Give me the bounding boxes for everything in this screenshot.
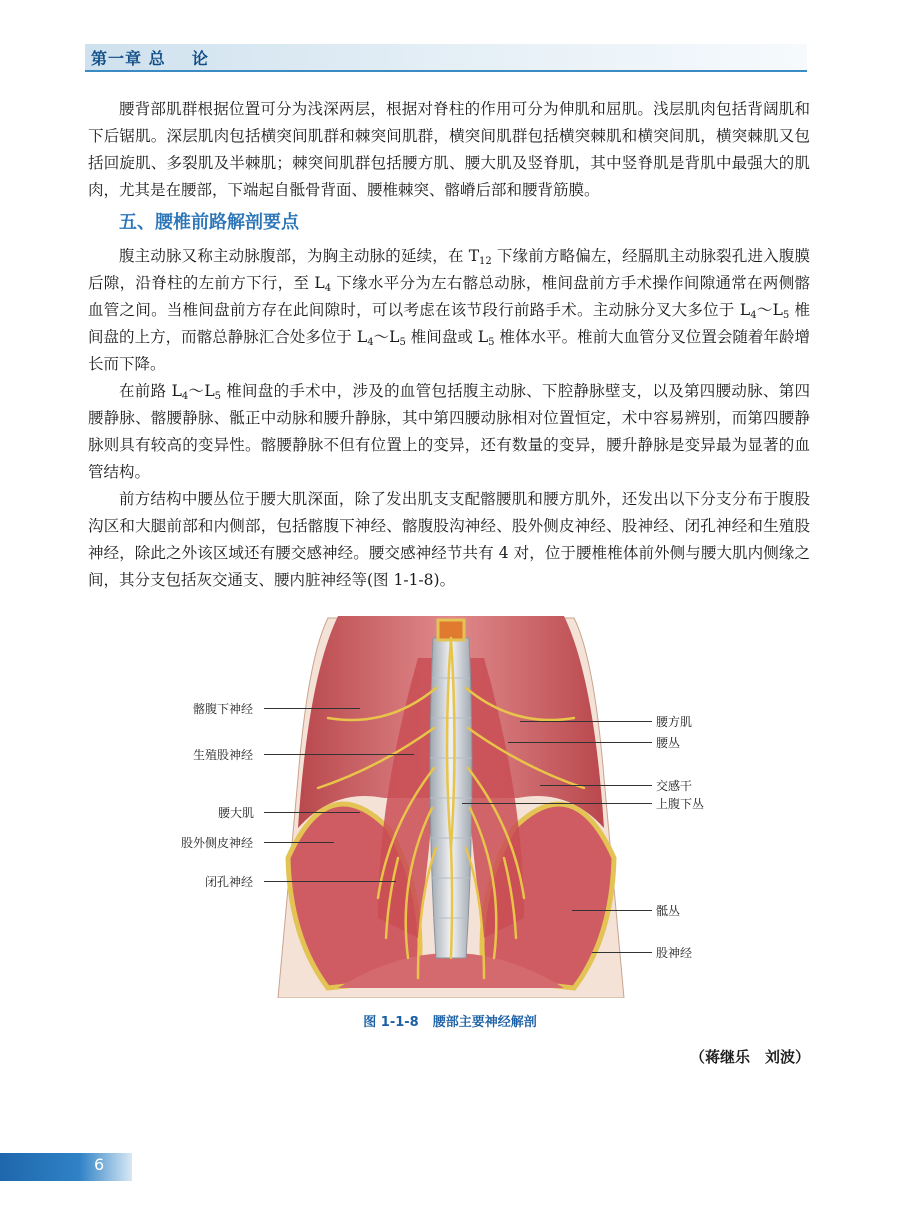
leader-line <box>264 812 360 813</box>
label-obturator-nerve: 闭孔神经 <box>205 875 254 889</box>
anatomy-illustration <box>268 598 634 998</box>
label-psoas-major: 腰大肌 <box>218 806 255 820</box>
leader-line <box>520 721 652 722</box>
footer-bar <box>0 1153 132 1181</box>
figure-caption <box>0 1011 900 1030</box>
leader-line <box>462 803 652 804</box>
leader-line <box>592 952 652 953</box>
section-title: 五、腰椎前路解剖要点 <box>119 212 299 233</box>
paragraph-3: 在前路 $L_4\sim L_5$ 椎间盘的手术中，涉及的血管包括腹主动脉、下腔静脉壁支，以及第四腰动脉、第四腰静脉、髂腰静脉、骶正中动脉和腰升静脉，其中第四腰动脉相对位置恒定，术中容易辨别，而第四腰静脉则具有较高的变异性。髂腰静脉不但有位置上的变异，还有数量的变异，腰升静脉是变异最为显著的血管结构。 <box>88 382 810 481</box>
label-lateral-femoral-cutaneous-nerve: 股外侧皮神经 <box>181 836 254 850</box>
label-iliohypogastric-nerve: 髂腹下神经 <box>193 702 254 716</box>
label-lumbar-plexus: 腰丛 <box>656 736 681 750</box>
leader-line <box>264 842 334 843</box>
label-sympathetic-trunk: 交感干 <box>656 779 693 793</box>
header-rule <box>85 70 807 72</box>
paragraph-4: 前方结构中腰丛位于腰大肌深面，除了发出肌支支配髂腰肌和腰方肌外，还发出以下分支分布于腹股沟区和大腿前部和内侧部，包括髂腹下神经、髂腹股沟神经、股外侧皮神经、股神经、闭孔神经和生殖股神经，除此之外该区域还有腰交感神经。腰交感神经节共有 4 对，位于腰椎椎体前外侧与腰大肌内侧缘之间，其分支包括灰交通支、腰内脏神经等(图 1-1-8)。 <box>88 490 810 589</box>
leader-line <box>540 785 652 786</box>
label-genitofemoral-nerve: 生殖股神经 <box>193 748 254 762</box>
figure-number: 图 1-1-8 <box>363 1015 419 1030</box>
label-quadratus-lumborum: 腰方肌 <box>656 715 693 729</box>
figure-caption-text: 腰部主要神经解剖 <box>432 1015 537 1030</box>
leader-line <box>572 910 652 911</box>
lumbar-nerve-anatomy-drawing <box>268 598 634 998</box>
chapter-header <box>85 44 807 70</box>
leader-line <box>264 754 414 755</box>
label-sacral-plexus: 骶丛 <box>656 904 681 918</box>
leader-line <box>264 881 396 882</box>
leader-line <box>508 742 652 743</box>
leader-line <box>264 708 360 709</box>
chapter-title: 第一章 总 论 <box>91 49 209 68</box>
label-superior-hypogastric-plexus: 上腹下丛 <box>656 797 705 811</box>
body-paragraphs <box>88 243 810 594</box>
authors: （蒋继乐 刘波） <box>689 1048 810 1066</box>
paragraph-2: 腹主动脉又称主动脉腹部，为胸主动脉的延续，在 $T_{12}$ 下缘前方略偏左，经膈肌主动脉裂孔进入腹膜后隙，沿脊柱的左前方下行，至 $L_4$ 下缘水平分为左右髂总动脉，椎间盘前方手术操作间隙通常在两侧髂血管之间。当椎间盘前方存在此间隙时，可以考虑在该节段行前路手术。主动脉分叉大多位于 $L_4\sim L_5$ 椎间盘的上方，而髂总静脉汇合处多位于 $L_4\sim L_5$ 椎间盘或 $L_5$ 椎体水平。椎前大血管分叉位置会随着年龄增长而下降。 <box>88 247 810 373</box>
paragraph-muscles <box>88 96 810 204</box>
label-femoral-nerve: 股神经 <box>656 946 693 960</box>
page-number: 6 <box>94 1155 105 1174</box>
paragraph-1-text: 腰背部肌群根据位置可分为浅深两层，根据对脊柱的作用可分为伸肌和屈肌。浅层肌肉包括背阔肌和下后锯肌。深层肌肉包括横突间肌群和棘突间肌群，横突间肌群包括横突棘肌和横突间肌，横突棘肌又包括回旋肌、多裂肌及半棘肌；棘突间肌群包括腰方肌、腰大肌及竖脊肌，其中竖脊肌是背肌中最强大的肌肉，尤其是在腰部，下端起自骶骨背面、腰椎棘突、髂嵴后部和腰背筋膜。 <box>88 100 810 199</box>
